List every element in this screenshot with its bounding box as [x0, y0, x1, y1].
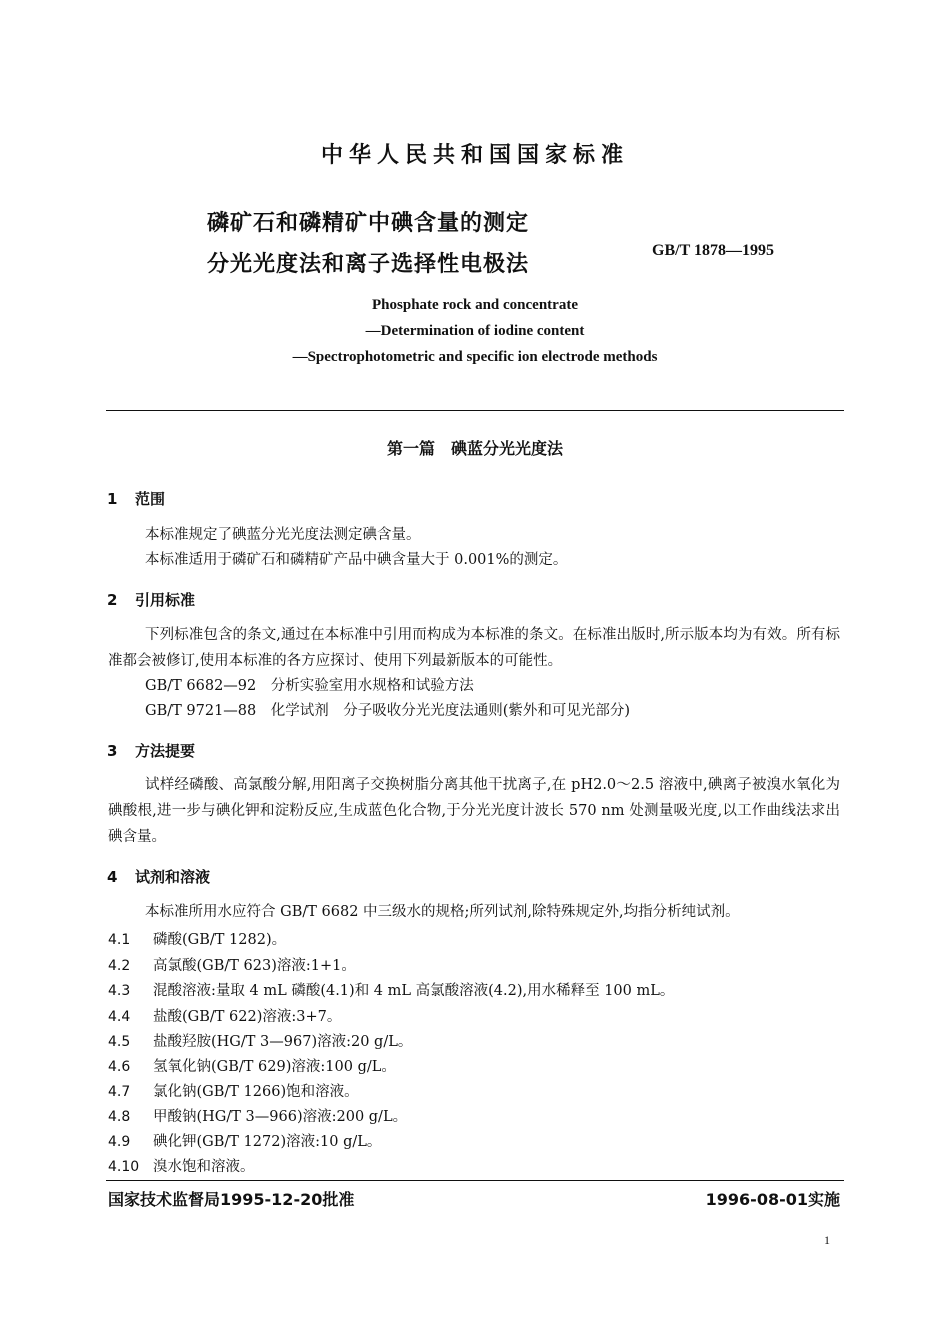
section-title: 范围 [135, 490, 166, 508]
item-number: 4.9 [108, 1134, 131, 1150]
item-text: 碘化钾(GB/T 1272)溶液:10 g/L。 [153, 1134, 382, 1150]
section-3-paragraph: 试样经磷酸、高氯酸分解,用阳离子交换树脂分离其他干扰离子,在 pH2.0～2.5 溶液中,碘离子被溴水氧化为碘酸根,进一步与碘化钾和淀粉反应,生成蓝色化合物,于分光光度计波长 570 nm 处测量吸光度,以工作曲线法求出碘含量。 [108, 777, 840, 845]
section-1-paragraph-2: 本标准适用于磷矿石和磷精矿产品中碘含量大于 0.001%的测定。 [145, 552, 568, 568]
item-number: 4.5 [108, 1034, 131, 1050]
reagent-item [108, 1080, 359, 1101]
title-en-line2: —Determination of iodine content [365, 323, 585, 339]
item-text: 盐酸(GB/T 622)溶液:3+7。 [153, 1009, 342, 1025]
reagent-item [108, 954, 356, 975]
reagent-item [108, 1155, 255, 1176]
section-title: 引用标准 [135, 591, 196, 609]
reagent-item [108, 1130, 381, 1151]
section-number: 1 [107, 490, 118, 508]
item-number: 4.3 [108, 983, 131, 999]
section-heading-2 [107, 589, 195, 610]
item-number: 4.8 [108, 1109, 131, 1125]
item-text: 氯化钠(GB/T 1266)饱和溶液。 [153, 1084, 359, 1100]
section-number: 3 [107, 742, 118, 760]
item-number: 4.4 [108, 1009, 131, 1025]
section-2-paragraph: 下列标准包含的条文,通过在本标准中引用而构成为本标准的条文。在标准出版时,所示版本均为有效。所有标准都会被修订,使用本标准的各方应探讨、使用下列最新版本的可能性。 [108, 627, 840, 669]
item-text: 甲酸钠(HG/T 3—966)溶液:200 g/L。 [153, 1109, 408, 1125]
section-title: 方法提要 [135, 742, 196, 760]
reference-1: GB/T 6682—92 分析实验室用水规格和试验方法 [145, 678, 474, 694]
page-number: 1 [824, 1233, 830, 1247]
section-heading-4 [107, 866, 210, 887]
title-cn-line1: 磷矿石和磷精矿中碘含量的测定 [207, 211, 530, 236]
title-cn-line2: 分光光度法和离子选择性电极法 [207, 252, 530, 277]
section-number: 4 [107, 868, 118, 886]
section-title: 试剂和溶液 [135, 868, 211, 886]
item-text: 氢氧化钠(GB/T 629)溶液:100 g/L。 [153, 1059, 396, 1075]
item-text: 高氯酸(GB/T 623)溶液:1+1。 [153, 958, 356, 974]
section-heading-1 [107, 488, 165, 509]
effective-date: 1996-08-01实施 [705, 1190, 840, 1209]
part-heading: 第一篇 碘蓝分光光度法 [386, 439, 563, 458]
section-heading-3 [107, 740, 195, 761]
reagent-item [108, 979, 674, 1000]
item-text: 混酸溶液:量取 4 mL 磷酸(4.1)和 4 mL 高氯酸溶液(4.2),用水稀释至 100 mL。 [153, 983, 675, 999]
item-number: 4.7 [108, 1084, 131, 1100]
reagent-item [108, 1105, 407, 1126]
reagent-item [108, 1005, 341, 1026]
section-number: 2 [107, 591, 118, 609]
standard-number: GB/T 1878—1995 [652, 242, 774, 259]
item-number: 4.2 [108, 958, 131, 974]
item-text: 磷酸(GB/T 1282)。 [153, 932, 287, 948]
item-text: 溴水饱和溶液。 [153, 1159, 255, 1175]
title-en-line1: Phosphate rock and concentrate [372, 297, 578, 313]
item-text: 盐酸羟胺(HG/T 3—967)溶液:20 g/L。 [153, 1034, 413, 1050]
section-1-paragraph-1: 本标准规定了碘蓝分光光度法测定碘含量。 [145, 527, 421, 543]
approval-date: 国家技术监督局1995-12-20批准 [108, 1190, 355, 1209]
title-en-line3: —Spectrophotometric and specific ion electrode methods [292, 349, 658, 365]
item-number: 4.1 [108, 932, 131, 948]
reagent-item [108, 928, 286, 949]
national-standard-header: 中华人民共和国国家标准 [320, 143, 629, 168]
reference-2: GB/T 9721—88 化学试剂 分子吸收分光光度法通则(紫外和可见光部分) [145, 703, 631, 719]
header-divider [106, 410, 844, 411]
footer-divider [106, 1180, 844, 1181]
item-number: 4.10 [108, 1159, 140, 1175]
reagent-item [108, 1030, 412, 1051]
item-number: 4.6 [108, 1059, 131, 1075]
reagent-item [108, 1055, 396, 1076]
section-4-paragraph: 本标准所用水应符合 GB/T 6682 中三级水的规格;所列试剂,除特殊规定外,均指分析纯试剂。 [145, 904, 740, 920]
